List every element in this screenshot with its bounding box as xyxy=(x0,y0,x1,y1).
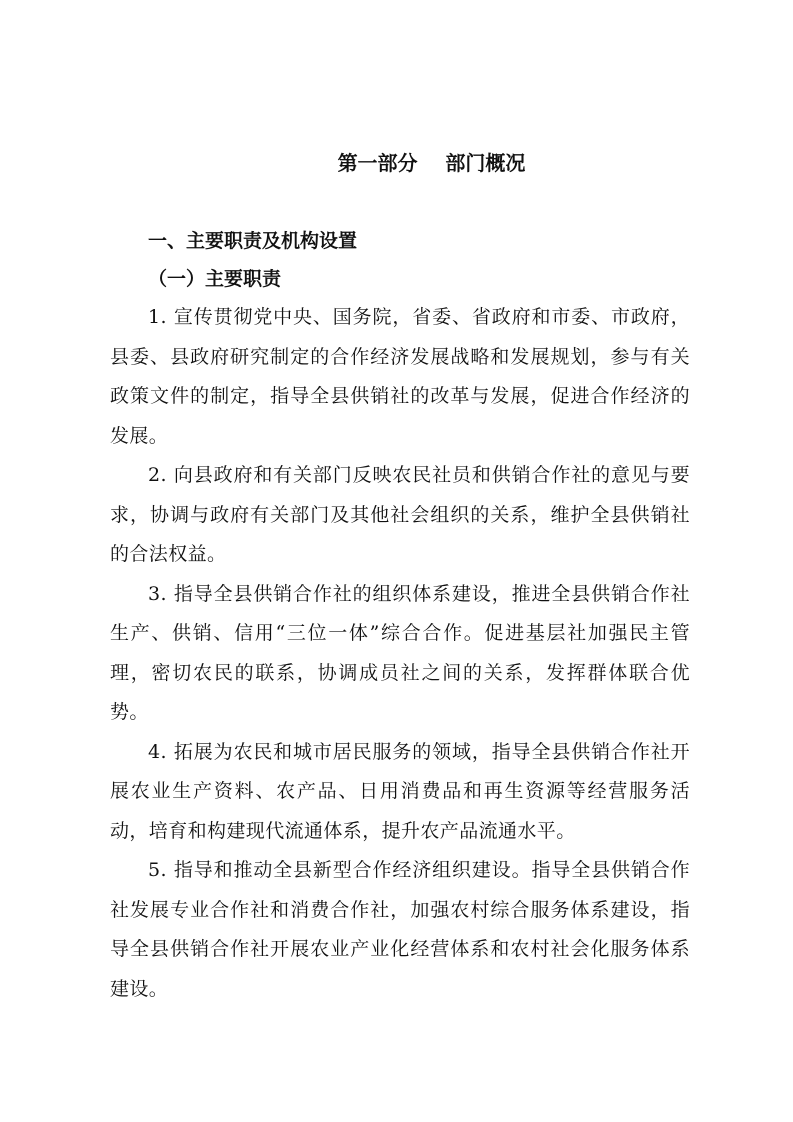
paragraph-3: 3. 指导全县供销合作社的组织体系建设，推进全县供销合作社生产、供销、信用“三位一体”综合合作。促进基层社加强民主管理，密切农民的联系，协调成员社之间的关系，发挥群体联合优势。 xyxy=(110,582,690,723)
paragraph-1: 1. 宣传贯彻党中央、国务院，省委、省政府和市委、市政府，县委、县政府研究制定的合作经济发展战略和发展规划，参与有关政策文件的制定，指导全县供销社的改革与发展，促进合作经济的发展。 xyxy=(110,306,690,447)
paragraph-2: 2. 向县政府和有关部门反映农民社员和供销合作社的意见与要求，协调与政府有关部门及其他社会组织的关系，维护全县供销社的合法权益。 xyxy=(110,464,690,565)
document-body xyxy=(110,222,690,1009)
subsection-heading: （一）主要职责 xyxy=(148,268,282,290)
paragraph-4: 4. 拓展为农民和城市居民服务的领域，指导全县供销合作社开展农业生产资料、农产品、日用消费品和再生资源等经营服务活动，培育和构建现代流通体系，提升农产品流通水平。 xyxy=(110,740,690,842)
section-heading: 一、主要职责及机构设置 xyxy=(148,230,358,252)
paragraph-5: 5. 指导和推动全县新型合作经济组织建设。指导全县供销合作社发展专业合作社和消费合作社，加强农村综合服务体系建设，指导全县供销合作社开展农业产业化经营体系和农村社会化服务体系建设。 xyxy=(110,859,690,1000)
part-title: 第一部分 部门概况 xyxy=(337,151,526,175)
